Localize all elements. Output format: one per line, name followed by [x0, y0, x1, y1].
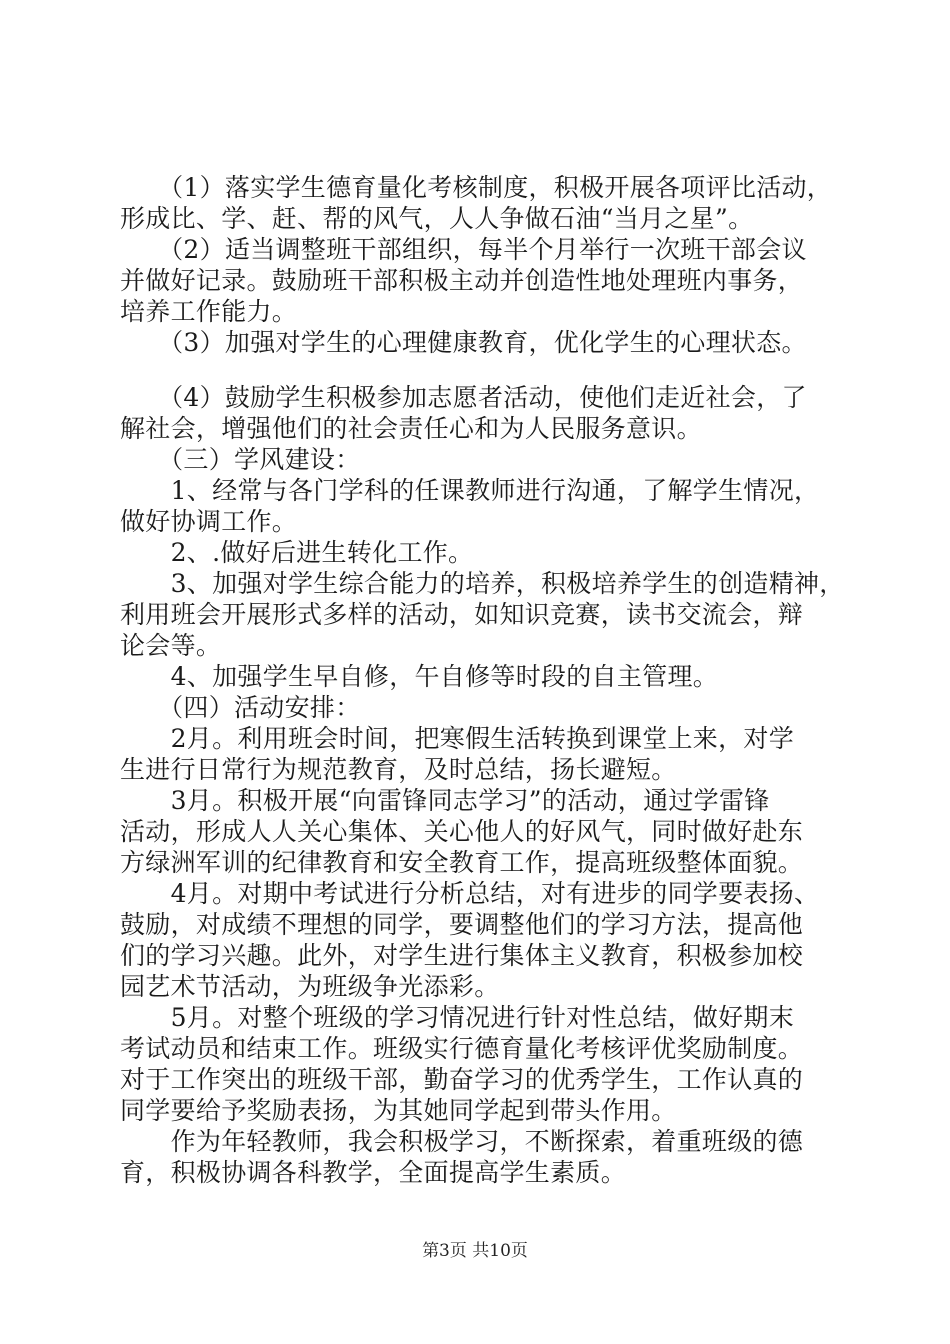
text-line: 利用班会开展形式多样的活动，如知识竞赛，读书交流会，辩 — [120, 600, 804, 629]
text-line: 考试动员和结束工作。班级实行德育量化考核评优奖励制度。 — [120, 1034, 804, 1063]
text-line: 育，积极协调各科教学，全面提高学生素质。 — [120, 1158, 627, 1187]
text-line: 作为年轻教师，我会积极学习，不断探索，着重班级的德 — [120, 1127, 804, 1156]
text-line: 鼓励，对成绩不理想的同学，要调整他们的学习方法，提高他 — [120, 910, 804, 939]
text-line: 方绿洲军训的纪律教育和安全教育工作，提高班级整体面貌。 — [120, 848, 804, 877]
text-line: （4）鼓励学生积极参加志愿者活动，使他们走近社会，了 — [120, 383, 807, 412]
text-line: 3月。积极开展“向雷锋同志学习”的活动，通过学雷锋 — [120, 786, 770, 815]
text-line: 5月。对整个班级的学习情况进行针对性总结，做好期末 — [120, 1003, 795, 1032]
text-line: 2、.做好后进生转化工作。 — [120, 538, 474, 567]
page-number-footer: 第3页 共10页 — [422, 1241, 528, 1261]
text-line: 同学要给予奖励表扬，为其她同学起到带头作用。 — [120, 1096, 677, 1125]
text-line: 3、加强对学生综合能力的培养，积极培养学生的创造精神， — [120, 569, 845, 598]
text-line: 活动，形成人人关心集体、关心他人的好风气，同时做好赴东 — [120, 817, 804, 846]
text-line: 做好协调工作。 — [120, 507, 298, 536]
paragraph-gap — [120, 358, 840, 382]
text-line: 园艺术节活动，为班级争光添彩。 — [120, 972, 500, 1001]
text-line: 形成比、学、赶、帮的风气，人人争做石油“当月之星”。 — [120, 204, 754, 233]
section-heading: （四）活动安排： — [120, 693, 361, 722]
text-line: 1、经常与各门学科的任课教师进行沟通，了解学生情况， — [120, 476, 820, 505]
text-line: （3）加强对学生的心理健康教育，优化学生的心理状态。 — [120, 328, 807, 357]
text-line: （2）适当调整班干部组织，每半个月举行一次班干部会议 — [120, 235, 807, 264]
text-line: （1）落实学生德育量化考核制度，积极开展各项评比活动， — [120, 173, 833, 202]
text-line: 论会等。 — [120, 631, 222, 660]
text-line: 们的学习兴趣。此外，对学生进行集体主义教育，积极参加校 — [120, 941, 804, 970]
text-line: 解社会，增强他们的社会责任心和为人民服务意识。 — [120, 414, 702, 443]
text-line: 4、加强学生早自修，午自修等时段的自主管理。 — [120, 662, 719, 691]
text-line: 4月。对期中考试进行分析总结，对有进步的同学要表扬、 — [120, 879, 820, 908]
text-line: 并做好记录。鼓励班干部积极主动并创造性地处理班内事务， — [120, 266, 804, 295]
text-line: 生进行日常行为规范教育，及时总结，扬长避短。 — [120, 755, 677, 784]
document-body — [120, 172, 845, 1188]
text-line: 培养工作能力。 — [120, 297, 298, 326]
text-line: 2月。利用班会时间，把寒假生活转换到课堂上来，对学 — [120, 724, 795, 753]
text-line: 对于工作突出的班级干部，勤奋学习的优秀学生，工作认真的 — [120, 1065, 804, 1094]
section-heading: （三）学风建设： — [120, 445, 361, 474]
